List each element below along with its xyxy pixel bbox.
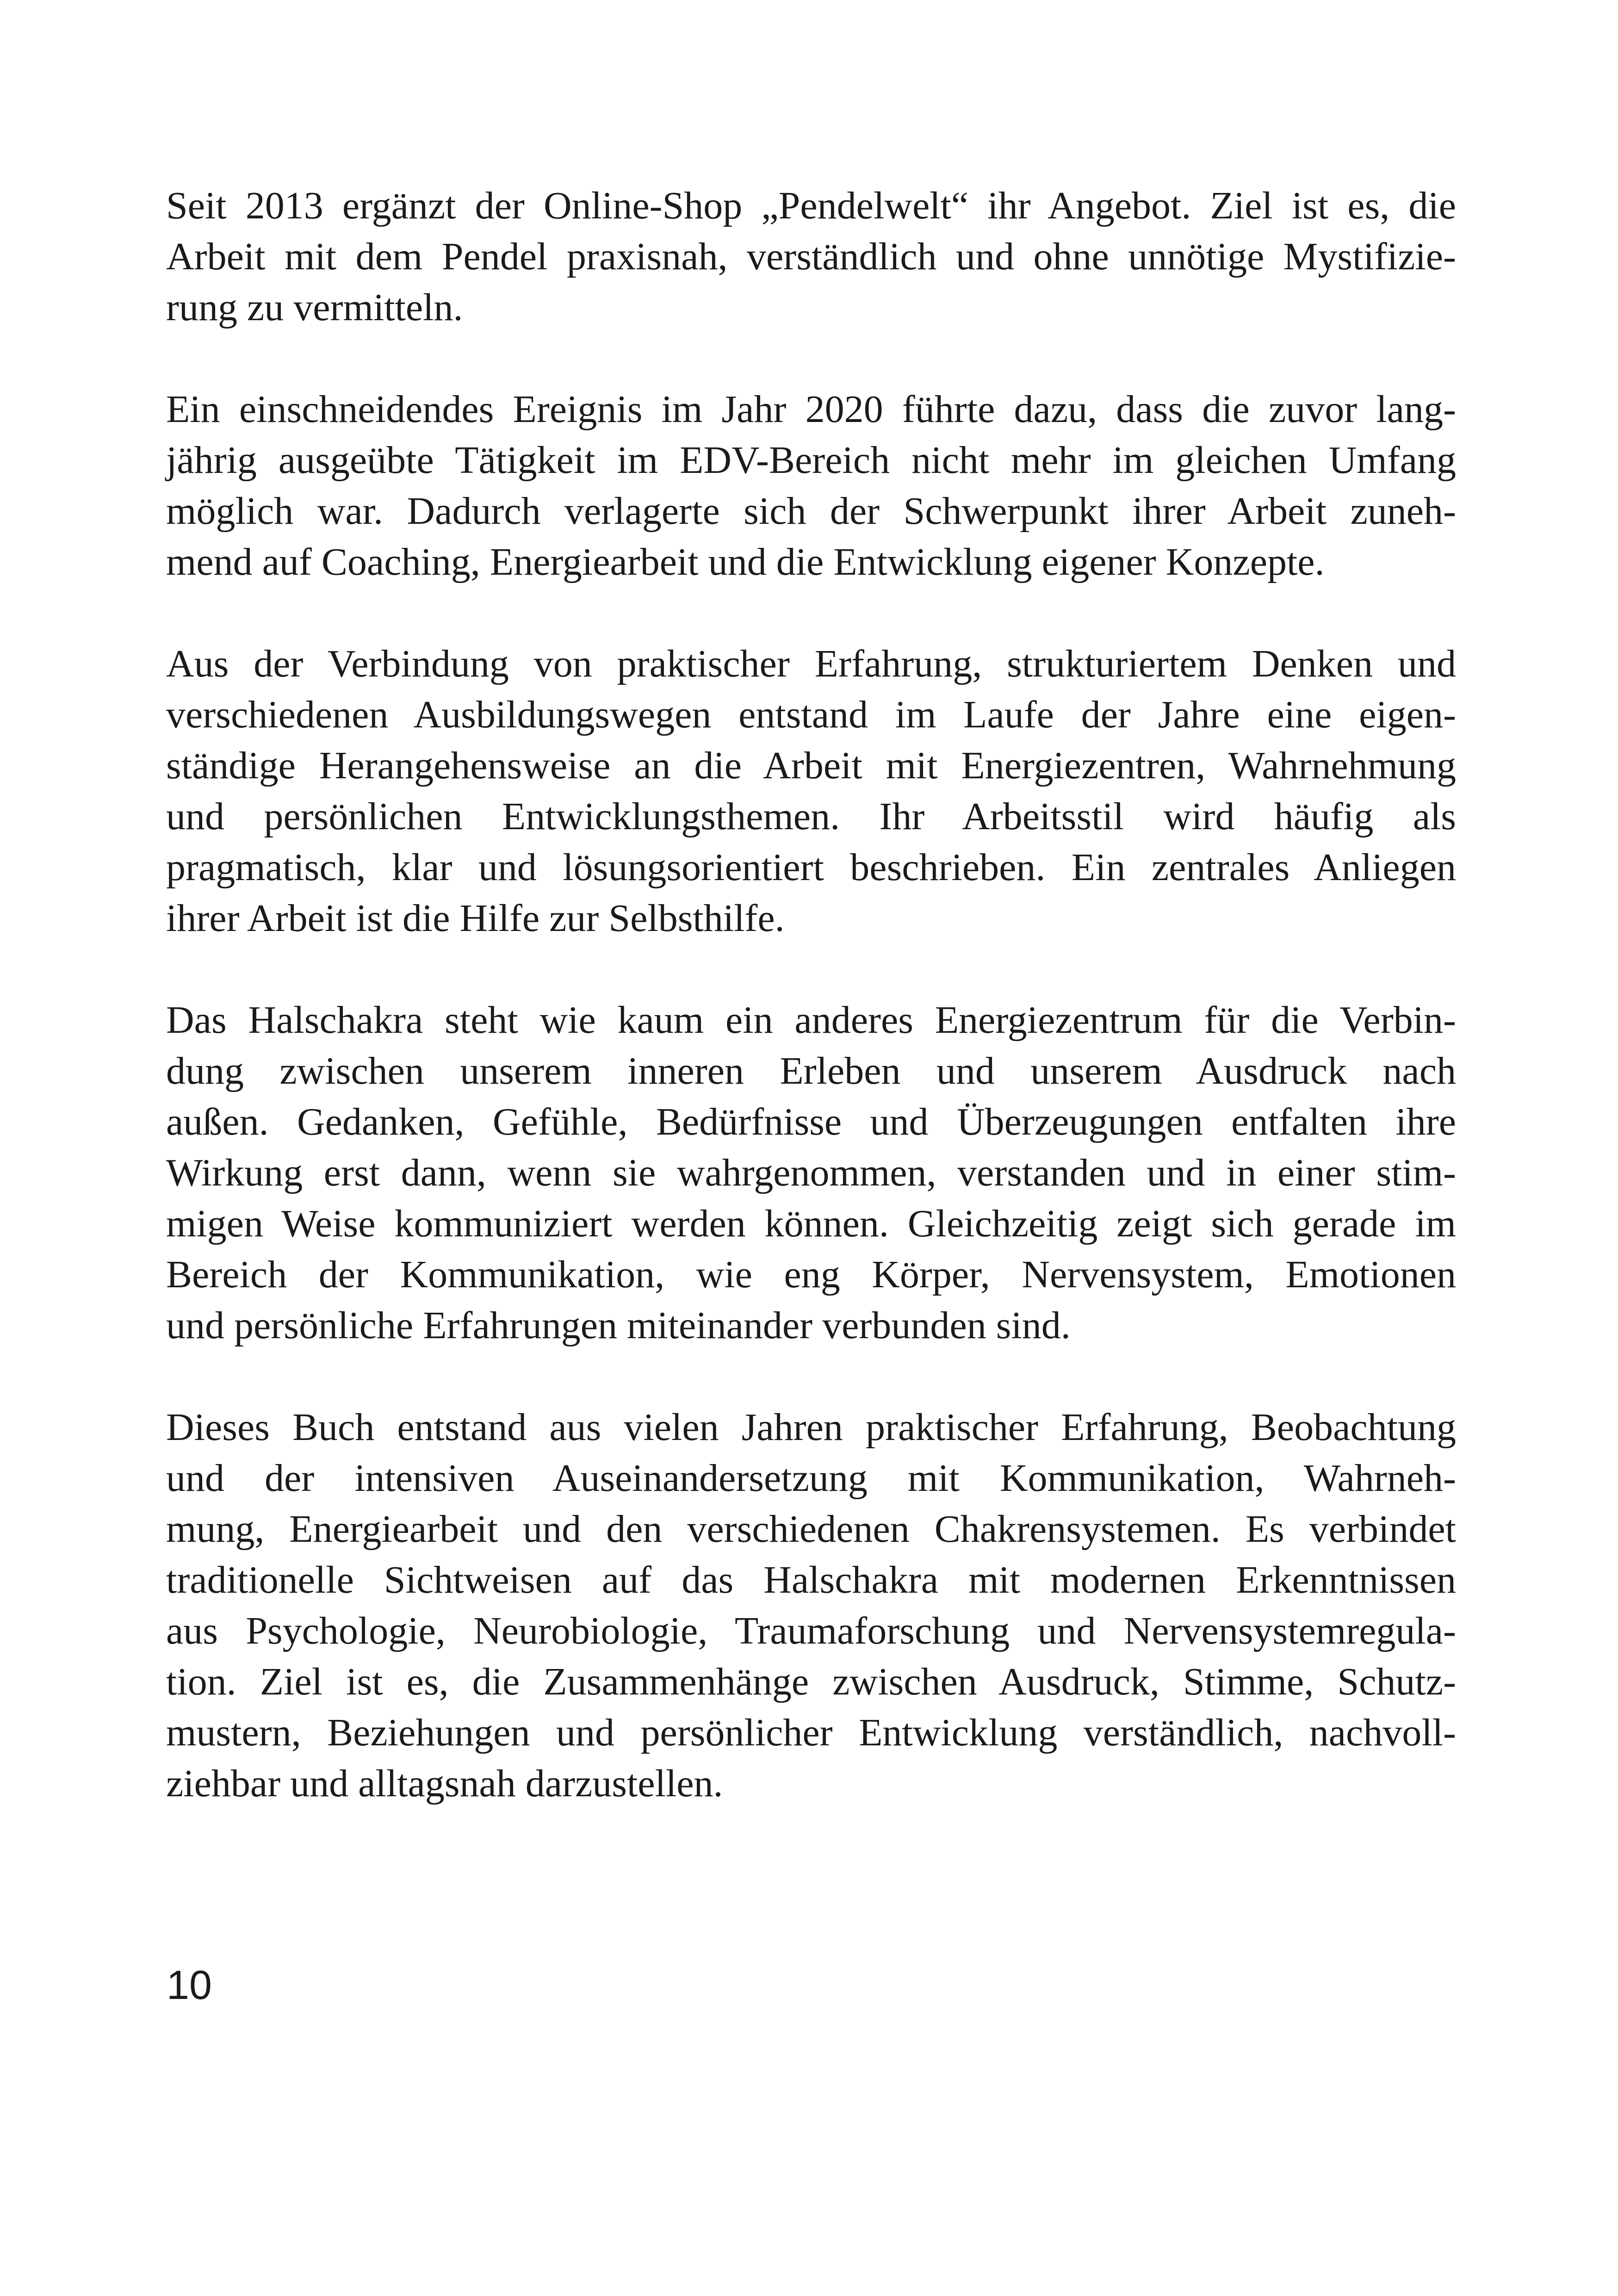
text-line: möglich war. Dadurch verlagerte sich der Schwerpunkt ihrer Arbeit zuneh-: [166, 490, 1456, 533]
text-line: Seit 2013 ergänzt der Online-Shop „Pendelwelt“ ihr Angebot. Ziel ist es, die: [166, 184, 1456, 227]
text-line: mend auf Coaching, Energiearbeit und die Entwicklung eigener Konzepte.: [166, 540, 1325, 583]
paragraph-1: [166, 180, 1456, 333]
paragraph-gap: [166, 588, 1456, 639]
text-line: ihrer Arbeit ist die Hilfe zur Selbsthilfe.: [166, 897, 785, 940]
text-line: Arbeit mit dem Pendel praxisnah, verständlich und ohne unnötige Mystifizie-: [166, 235, 1456, 278]
text-line: Das Halschakra steht wie kaum ein anderes Energiezentrum für die Verbin-: [166, 999, 1456, 1042]
text-line: rung zu vermitteln.: [166, 286, 463, 329]
text-line: aus Psychologie, Neurobiologie, Traumaforschung und Nervensystemregula-: [166, 1609, 1456, 1652]
paragraph-gap: [166, 1351, 1456, 1402]
text-line: mustern, Beziehungen und persönlicher Entwicklung verständlich, nachvoll-: [166, 1711, 1456, 1754]
text-line: Aus der Verbindung von praktischer Erfahrung, strukturiertem Denken und: [166, 642, 1456, 685]
body-text: [166, 180, 1456, 1809]
text-line: ziehbar und alltagsnah darzustellen.: [166, 1762, 723, 1805]
text-line: pragmatisch, klar und lösungsorientiert beschrieben. Ein zentrales Anliegen: [166, 846, 1456, 889]
text-line: und der intensiven Auseinandersetzung mit Kommunikation, Wahrneh-: [166, 1457, 1456, 1500]
text-line: Bereich der Kommunikation, wie eng Körper, Nervensystem, Emotionen: [166, 1253, 1456, 1296]
text-line: tion. Ziel ist es, die Zusammenhänge zwischen Ausdruck, Stimme, Schutz-: [166, 1660, 1456, 1703]
text-line: Wirkung erst dann, wenn sie wahrgenommen, verstanden und in einer stim-: [166, 1151, 1456, 1194]
text-line: traditionelle Sichtweisen auf das Halschakra mit modernen Erkenntnissen: [166, 1558, 1456, 1601]
text-line: migen Weise kommuniziert werden können. Gleichzeitig zeigt sich gerade im: [166, 1202, 1456, 1245]
page-number: 10: [167, 1962, 212, 2008]
paragraph-5: [166, 1402, 1456, 1809]
paragraph-gap: [166, 333, 1456, 384]
paragraph-gap: [166, 944, 1456, 995]
text-line: Dieses Buch entstand aus vielen Jahren praktischer Erfahrung, Beobachtung: [166, 1406, 1456, 1449]
text-line: dung zwischen unserem inneren Erleben und unserem Ausdruck nach: [166, 1049, 1456, 1092]
paragraph-4: [166, 995, 1456, 1351]
text-line: ständige Herangehensweise an die Arbeit mit Energiezentren, Wahrnehmung: [166, 744, 1456, 787]
text-line: jährig ausgeübte Tätigkeit im EDV-Bereich nicht mehr im gleichen Umfang: [166, 439, 1456, 482]
text-line: und persönlichen Entwicklungsthemen. Ihr Arbeitsstil wird häufig als: [166, 795, 1456, 838]
text-line: mung, Energiearbeit und den verschiedenen Chakrensystemen. Es verbindet: [166, 1508, 1456, 1551]
paragraph-3: [166, 639, 1456, 944]
text-line: außen. Gedanken, Gefühle, Bedürfnisse und Überzeugungen entfalten ihre: [166, 1100, 1456, 1143]
text-line: verschiedenen Ausbildungswegen entstand im Laufe der Jahre eine eigen-: [166, 693, 1456, 736]
text-line: Ein einschneidendes Ereignis im Jahr 2020 führte dazu, dass die zuvor lang-: [166, 388, 1456, 431]
paragraph-2: [166, 384, 1456, 588]
text-line: und persönliche Erfahrungen miteinander verbunden sind.: [166, 1304, 1071, 1347]
